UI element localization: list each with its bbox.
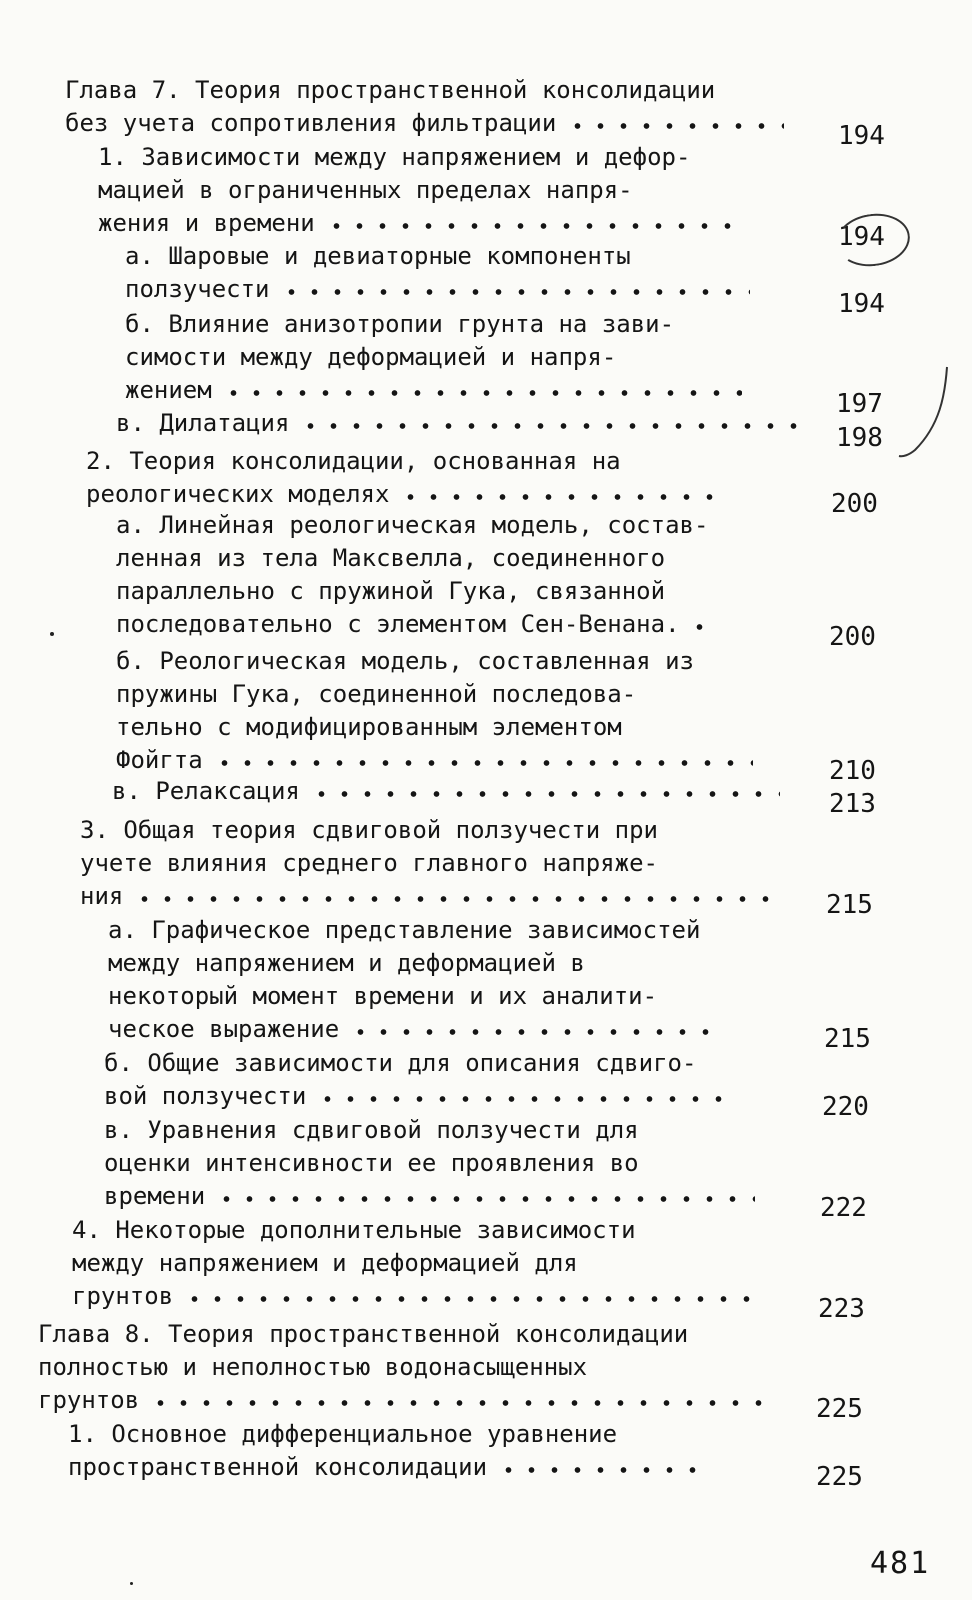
- toc-line: в. Дилатация: [116, 409, 290, 437]
- dot-leader: [280, 287, 750, 297]
- toc-line: 1. Зависимости между напряжением и дефор-: [98, 143, 691, 171]
- toc-page-number: 197: [836, 389, 883, 419]
- toc-page-number: 200: [831, 489, 878, 519]
- toc-line: учете влияния среднего главного напряже-: [80, 849, 658, 877]
- toc-line: полностью и неполностью водонасыщенных: [38, 1353, 588, 1381]
- toc-line: 2. Теория консолидации, основанная на: [86, 447, 621, 475]
- toc-line: без учета сопротивления фильтрации: [65, 109, 557, 137]
- toc-entry-section-8-1: [68, 1418, 828, 1484]
- toc-entry-7-2-b: [116, 645, 876, 777]
- toc-entry-7-1-v: [116, 407, 876, 440]
- dot-leader: [325, 221, 733, 231]
- dot-leader: [316, 1094, 736, 1104]
- toc-line: реологических моделях: [86, 480, 390, 508]
- dot-leader: [183, 1294, 763, 1304]
- toc-entry-7-2-v: [112, 775, 872, 808]
- toc-line: ния: [80, 882, 124, 910]
- toc-entry-section-7-2: [86, 445, 846, 511]
- toc-line: б. Реологическая модель, составленная из: [116, 647, 694, 675]
- toc-entry-7-2-a: [116, 509, 876, 641]
- dot-leader: [399, 492, 719, 502]
- toc-line: параллельно с пружиной Гука, связанной: [116, 577, 666, 605]
- toc-entry-section-7-3: [80, 814, 840, 913]
- toc-line: пространственной консолидации: [68, 1453, 488, 1481]
- toc-line: пружины Гука, соединенной последова-: [116, 680, 637, 708]
- toc-line: симости между деформацией и напря-: [125, 343, 617, 371]
- toc-line: оценки интенсивности ее проявления во: [104, 1149, 639, 1177]
- toc-entry-7-3-a: [108, 914, 868, 1046]
- toc-entry-7-1-a: [125, 240, 885, 306]
- toc-line: 4. Некоторые дополнительные зависимости: [72, 1216, 636, 1244]
- dot-leader: [310, 789, 780, 799]
- toc-line: жением: [125, 376, 212, 404]
- toc-line: ползучести: [125, 275, 270, 303]
- toc-line: 3. Общая теория сдвиговой ползучести при: [80, 816, 658, 844]
- toc-line: вой ползучести: [104, 1082, 307, 1110]
- page-speck: [130, 1582, 133, 1585]
- toc-line: между напряжением и деформацией в: [108, 949, 585, 977]
- toc-entry-7-3-v: [104, 1114, 864, 1213]
- page-number: 481: [870, 1546, 931, 1581]
- toc-line: а. Шаровые и девиаторные компоненты: [125, 242, 631, 270]
- dot-leader: [566, 121, 784, 131]
- toc-page-number: 213: [829, 789, 876, 819]
- dot-leader: [688, 622, 712, 632]
- toc-entry-7-3-b: [104, 1047, 864, 1113]
- toc-entry-chapter-7: [65, 74, 825, 140]
- toc-line: некоторый момент времени и их аналити-: [108, 982, 658, 1010]
- toc-line: ческое выражение: [108, 1015, 340, 1043]
- toc-page-number: 220: [822, 1092, 869, 1122]
- dot-leader: [222, 388, 742, 398]
- toc-entry-7-1-b: [125, 308, 885, 407]
- toc-entry-section-7-1: [98, 141, 858, 240]
- toc-line: между напряжением и деформацией для: [72, 1249, 578, 1277]
- toc-line: ленная из тела Максвелла, соединенного: [116, 544, 666, 572]
- toc-page-number: 198: [836, 423, 883, 453]
- toc-entry-section-7-4: [72, 1214, 832, 1313]
- dot-leader: [349, 1027, 719, 1037]
- dot-leader: [149, 1398, 769, 1408]
- toc-page-number: 194: [838, 222, 885, 252]
- dot-leader: [497, 1465, 707, 1475]
- toc-line: тельно с модифицированным элементом: [116, 713, 622, 741]
- toc-page-number: 200: [829, 622, 876, 652]
- toc-page-number: 210: [829, 756, 876, 786]
- toc-line: Фойгта: [116, 746, 203, 774]
- toc-line: б. Общие зависимости для описания сдвиго-: [104, 1049, 697, 1077]
- toc-page-number: 194: [838, 121, 885, 151]
- toc-line: грунтов: [72, 1282, 174, 1310]
- toc-line: мацией в ограниченных пределах напря-: [98, 176, 633, 204]
- toc-line: времени: [104, 1182, 206, 1210]
- toc-page-number: 222: [820, 1193, 867, 1223]
- dot-leader: [213, 758, 753, 768]
- toc-line: а. Линейная реологическая модель, состав-: [116, 511, 709, 539]
- toc-line: в. Релаксация: [112, 777, 300, 805]
- dot-leader: [299, 421, 799, 431]
- toc-line: б. Влияние анизотропии грунта на зави-: [125, 310, 675, 338]
- toc-line: жения и времени: [98, 209, 315, 237]
- dot-leader: [133, 894, 773, 904]
- toc-page-number: 215: [826, 890, 873, 920]
- toc-page-number: 225: [816, 1462, 863, 1492]
- toc-page-number: 194: [838, 289, 885, 319]
- toc-line: последовательно с элементом Сен-Венана.: [116, 610, 680, 638]
- toc-line: а. Графическое представление зависимостей: [108, 916, 701, 944]
- toc-page-number: 215: [824, 1024, 871, 1054]
- page-speck: [50, 632, 54, 636]
- toc-line: грунтов: [38, 1386, 140, 1414]
- toc-line: 1. Основное дифференциальное уравнение: [68, 1420, 618, 1448]
- toc-page-number: 223: [818, 1294, 865, 1324]
- toc-line: в. Уравнения сдвиговой ползучести для: [104, 1116, 639, 1144]
- toc-entry-chapter-8: [38, 1318, 798, 1417]
- toc-page-number: 225: [816, 1394, 863, 1424]
- dot-leader: [215, 1194, 755, 1204]
- toc-line: Глава 8. Теория пространственной консолидации: [38, 1320, 689, 1348]
- pencil-margin-stroke: [895, 365, 955, 465]
- toc-line: Глава 7. Теория пространственной консолидации: [65, 76, 716, 104]
